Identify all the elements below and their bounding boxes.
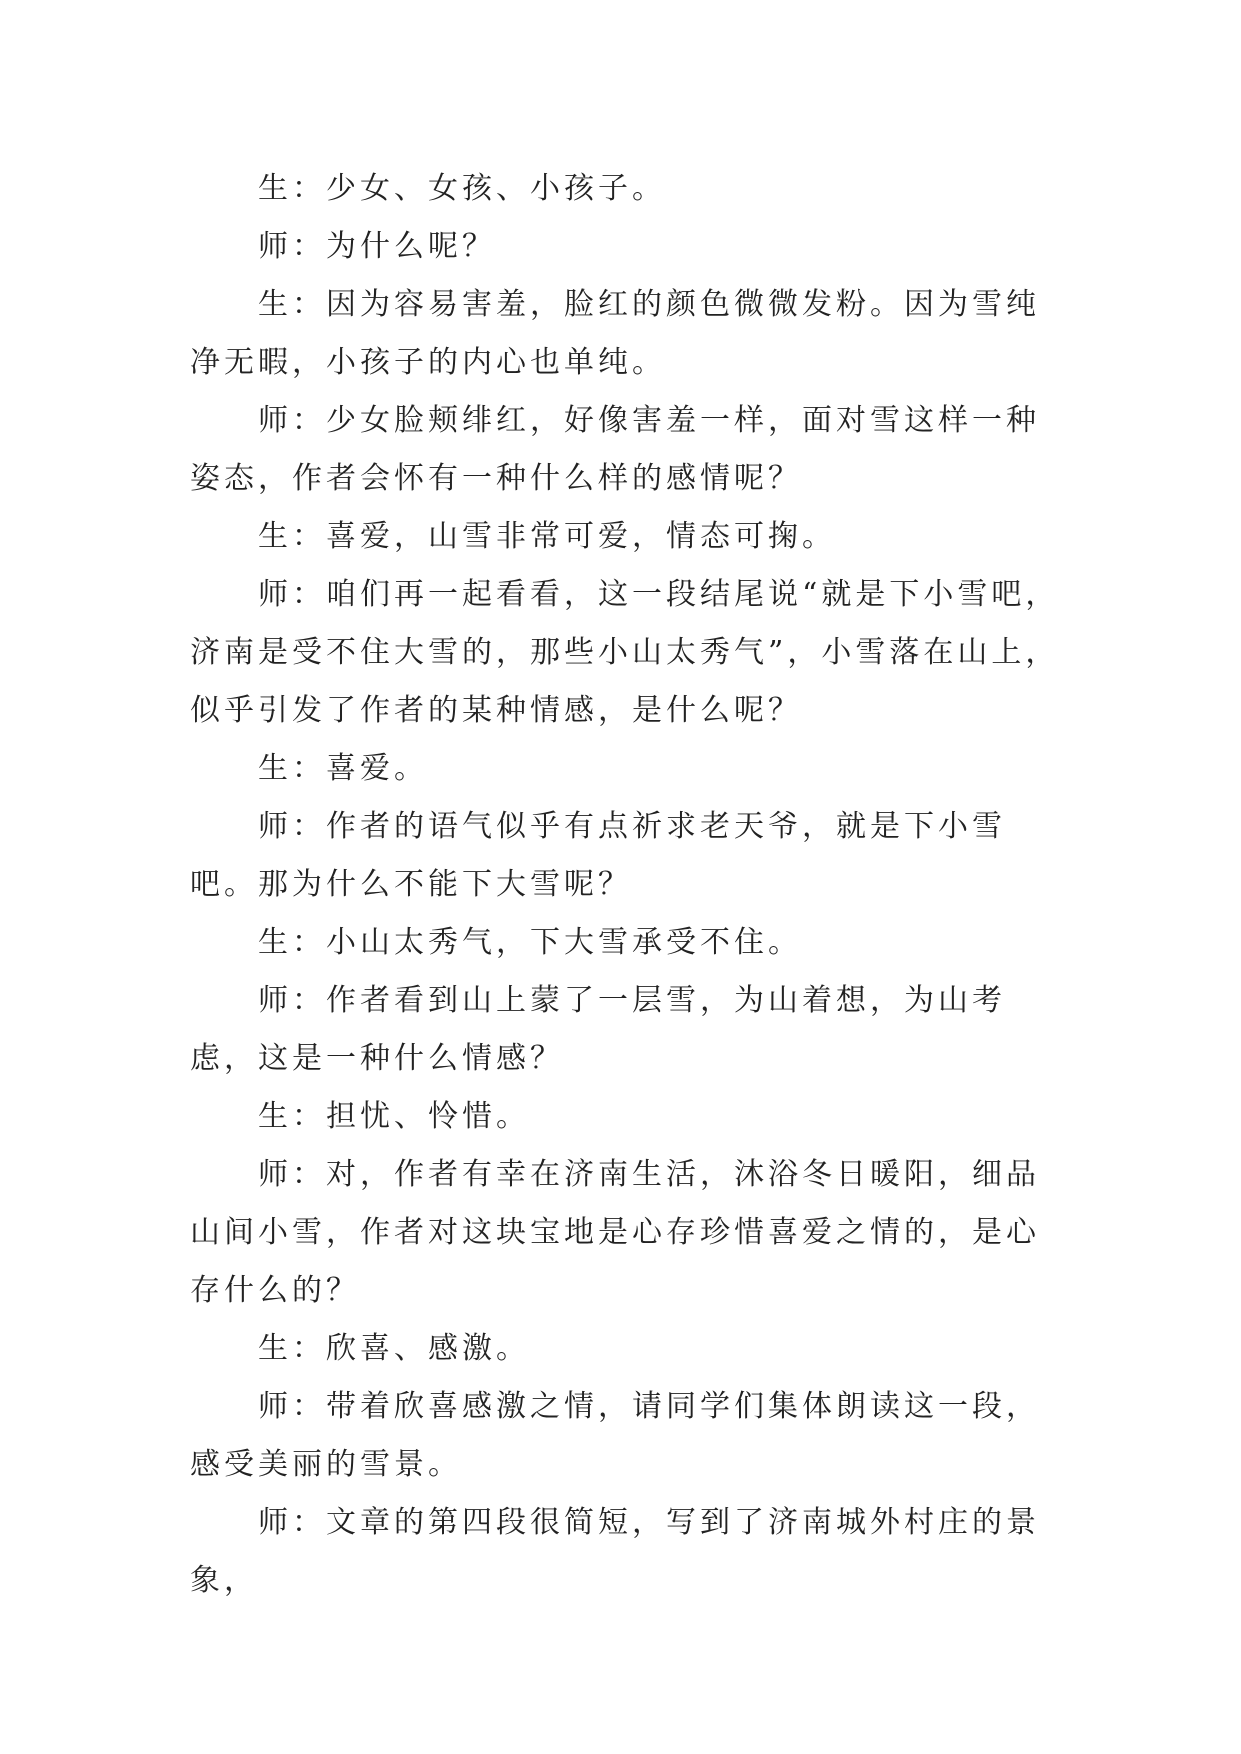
paragraph: 师：对，作者有幸在济南生活，沐浴冬日暖阳，细品山间小雪，作者对这块宝地是心存珍惜喜爱之情的，是心存什么的？ [190,1157,1040,1308]
paragraph: 生：少女、女孩、小孩子。 [258,171,666,206]
paragraph: 师：咱们再一起看看，这一段结尾说“就是下小雪吧，济南是受不住大雪的，那些小山太秀气”，小雪落在山上，似乎引发了作者的某种情感，是什么呢？ [190,577,1060,728]
paragraph: 师：文章的第四段很简短，写到了济南城外村庄的景象， [190,1505,1040,1598]
paragraph: 生：小山太秀气，下大雪承受不住。 [258,925,802,960]
paragraph: 师：带着欣喜感激之情，请同学们集体朗读这一段，感受美丽的雪景。 [190,1389,1040,1482]
paragraph: 生：因为容易害羞，脸红的颜色微微发粉。因为雪纯净无暇，小孩子的内心也单纯。 [190,287,1040,380]
paragraph: 生：喜爱，山雪非常可爱，情态可掬。 [258,519,836,554]
paragraph: 生：担忧、怜惜。 [258,1099,530,1134]
paragraph: 生：欣喜、感激。 [258,1331,530,1366]
paragraph: 师：少女脸颊绯红，好像害羞一样，面对雪这样一种姿态，作者会怀有一种什么样的感情呢？ [190,403,1040,496]
paragraph: 师：作者看到山上蒙了一层雪，为山着想，为山考虑，这是一种什么情感？ [190,983,1006,1076]
document-body [190,160,1070,1610]
paragraph: 生：喜爱。 [258,751,428,786]
paragraph: 师：为什么呢？ [258,229,496,264]
paragraph: 师：作者的语气似乎有点祈求老天爷，就是下小雪吧。那为什么不能下大雪呢？ [190,809,1006,902]
